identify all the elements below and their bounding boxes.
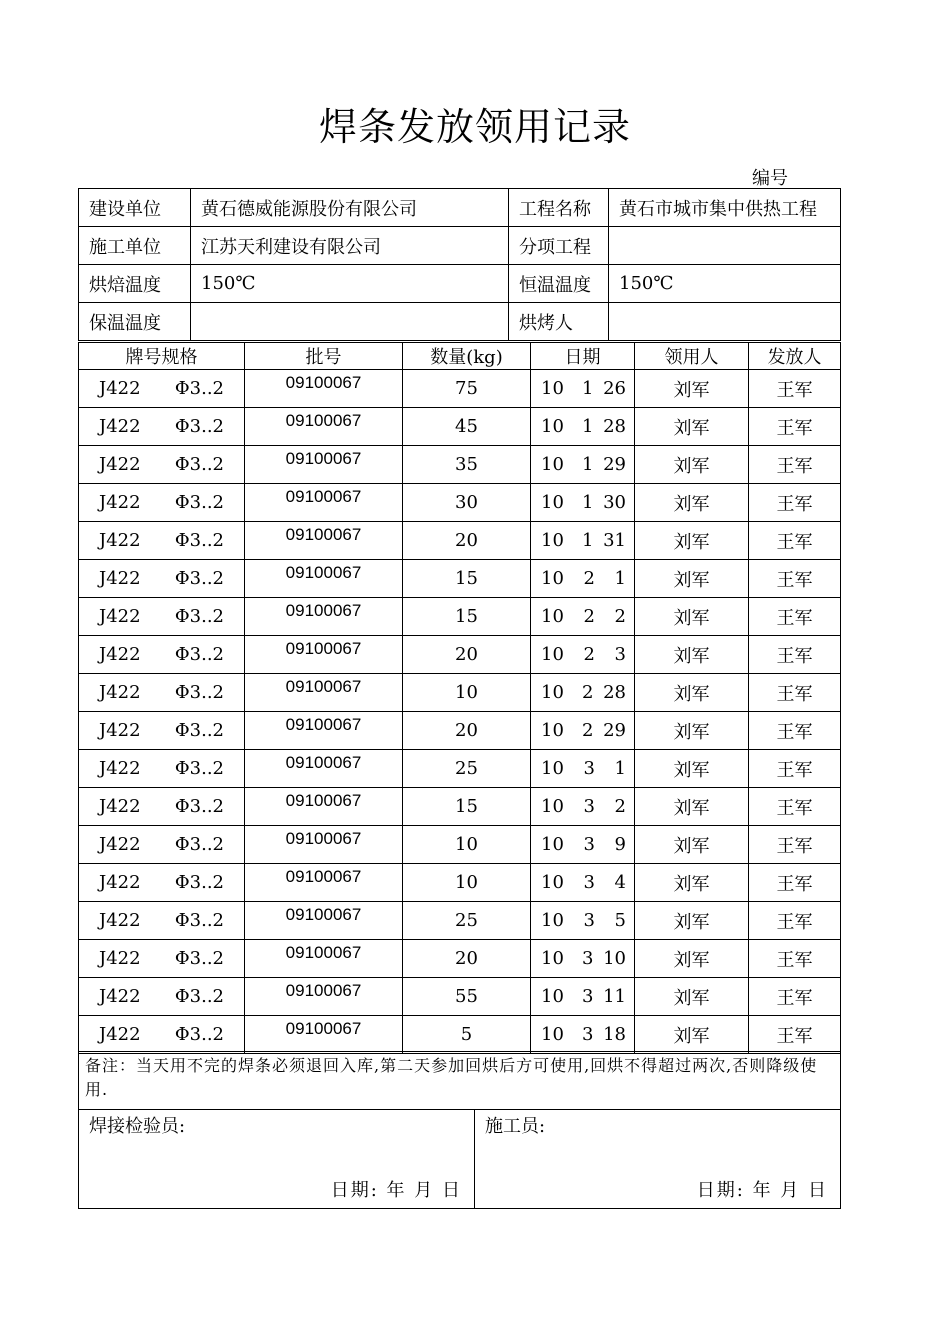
- date-day: 26: [603, 378, 626, 399]
- batch-text: 09100067: [285, 1019, 362, 1038]
- spec-cell: [79, 826, 245, 864]
- sub-project-label: 分项工程: [509, 227, 609, 265]
- note-row: [79, 1052, 841, 1110]
- diameter-text: Φ3..2: [174, 644, 224, 665]
- spec-cell: [79, 484, 245, 522]
- receiver-cell: 刘军: [635, 484, 749, 522]
- date-year: 10: [541, 492, 564, 513]
- date-day: 28: [603, 682, 626, 703]
- bake-temp-label: 烘焙温度: [79, 265, 191, 303]
- diameter-text: Φ3..2: [174, 606, 224, 627]
- issuer-cell: 王军: [749, 446, 841, 484]
- spec-cell: [79, 598, 245, 636]
- issuer-cell: 王军: [749, 522, 841, 560]
- spec-cell: [79, 522, 245, 560]
- date-month: 1: [582, 454, 594, 475]
- date-month: 1: [582, 378, 594, 399]
- date-cell: [531, 674, 635, 712]
- constant-temp-value: 150℃: [609, 265, 841, 303]
- batch-cell: [245, 674, 403, 712]
- date-day: 3: [614, 644, 626, 665]
- grade-text: J422: [99, 872, 141, 893]
- construction-unit-label: 建设单位: [79, 189, 191, 227]
- date-day: 9: [614, 834, 626, 855]
- table-row: [79, 560, 841, 598]
- table-row: [79, 636, 841, 674]
- diameter-text: Φ3..2: [174, 416, 224, 437]
- date-month: 3: [582, 1024, 594, 1045]
- date-year: 10: [541, 948, 564, 969]
- table-row: [79, 826, 841, 864]
- hold-temp-value: [191, 303, 509, 341]
- receiver-cell: 刘军: [635, 826, 749, 864]
- receiver-cell: 刘军: [635, 788, 749, 826]
- issuer-cell: 王军: [749, 674, 841, 712]
- grade-text: J422: [99, 644, 141, 665]
- date-month: 1: [582, 530, 594, 551]
- baker-value: [609, 303, 841, 341]
- records-table: [78, 342, 841, 1054]
- date-day: 11: [603, 986, 626, 1007]
- batch-text: 09100067: [285, 373, 362, 392]
- issuer-cell: 王军: [749, 978, 841, 1016]
- header-date: 日期: [531, 343, 635, 370]
- date-month: 3: [583, 796, 595, 817]
- date-day: 2: [614, 796, 626, 817]
- diameter-text: Φ3..2: [174, 910, 224, 931]
- info-row: [79, 189, 841, 227]
- constant-temp-label: 恒温温度: [509, 265, 609, 303]
- date-day: 5: [614, 910, 626, 931]
- diameter-text: Φ3..2: [174, 872, 224, 893]
- issuer-cell: 王军: [749, 826, 841, 864]
- batch-cell: [245, 598, 403, 636]
- date-month: 2: [583, 644, 595, 665]
- diameter-text: Φ3..2: [174, 948, 224, 969]
- grade-text: J422: [99, 454, 141, 475]
- date-year: 10: [541, 454, 564, 475]
- bake-temp-value: 150℃: [191, 265, 509, 303]
- table-row: [79, 712, 841, 750]
- builder-value: 江苏天利建设有限公司: [191, 227, 509, 265]
- receiver-cell: 刘军: [635, 522, 749, 560]
- header-spec: 牌号规格: [79, 343, 245, 370]
- qty-cell: 25: [403, 902, 531, 940]
- grade-text: J422: [99, 682, 141, 703]
- batch-text: 09100067: [285, 943, 362, 962]
- date-year: 10: [541, 872, 564, 893]
- date-year: 10: [541, 834, 564, 855]
- date-year: 10: [541, 758, 564, 779]
- date-cell: [531, 940, 635, 978]
- qty-cell: 10: [403, 864, 531, 902]
- batch-text: 09100067: [285, 601, 362, 620]
- spec-cell: [79, 978, 245, 1016]
- issuer-cell: 王军: [749, 598, 841, 636]
- batch-cell: [245, 902, 403, 940]
- date-year: 10: [541, 720, 564, 741]
- date-year: 10: [541, 606, 564, 627]
- qty-cell: 75: [403, 370, 531, 408]
- date-cell: [531, 788, 635, 826]
- grade-text: J422: [99, 796, 141, 817]
- diameter-text: Φ3..2: [174, 378, 224, 399]
- batch-text: 09100067: [285, 563, 362, 582]
- batch-cell: [245, 408, 403, 446]
- diameter-text: Φ3..2: [174, 682, 224, 703]
- spec-cell: [79, 902, 245, 940]
- inspector-signature-cell: [79, 1110, 475, 1209]
- table-row: [79, 750, 841, 788]
- grade-text: J422: [99, 1024, 141, 1045]
- header-receiver: 领用人: [635, 343, 749, 370]
- date-day: 1: [614, 568, 626, 589]
- issuer-cell: 王军: [749, 940, 841, 978]
- diameter-text: Φ3..2: [174, 720, 224, 741]
- date-day: 29: [603, 454, 626, 475]
- date-day: 28: [603, 416, 626, 437]
- spec-cell: [79, 408, 245, 446]
- issuer-cell: 王军: [749, 750, 841, 788]
- issuer-cell: 王军: [749, 636, 841, 674]
- batch-cell: [245, 712, 403, 750]
- table-header-row: [79, 343, 841, 370]
- date-cell: [531, 408, 635, 446]
- issuer-cell: 王军: [749, 484, 841, 522]
- date-cell: [531, 864, 635, 902]
- spec-cell: [79, 1016, 245, 1054]
- grade-text: J422: [99, 378, 141, 399]
- qty-cell: 5: [403, 1016, 531, 1054]
- table-row: [79, 484, 841, 522]
- receiver-cell: 刘军: [635, 370, 749, 408]
- receiver-cell: 刘军: [635, 864, 749, 902]
- batch-cell: [245, 484, 403, 522]
- inspector-date: 日期: 年 月 日: [330, 1180, 462, 1201]
- date-cell: [531, 446, 635, 484]
- receiver-cell: 刘军: [635, 408, 749, 446]
- spec-cell: [79, 864, 245, 902]
- date-cell: [531, 484, 635, 522]
- table-row: [79, 1016, 841, 1054]
- batch-text: 09100067: [285, 639, 362, 658]
- worker-label: 施工员:: [485, 1116, 546, 1137]
- project-name-value: 黄石市城市集中供热工程: [609, 189, 841, 227]
- page-title: 焊条发放领用记录: [318, 105, 631, 149]
- date-day: 2: [614, 606, 626, 627]
- date-year: 10: [541, 986, 564, 1007]
- table-row: [79, 940, 841, 978]
- issuer-cell: 王军: [749, 1016, 841, 1054]
- issuer-cell: 王军: [749, 370, 841, 408]
- date-cell: [531, 826, 635, 864]
- date-cell: [531, 522, 635, 560]
- date-year: 10: [541, 1024, 564, 1045]
- date-day: 1: [614, 758, 626, 779]
- qty-cell: 35: [403, 446, 531, 484]
- qty-cell: 15: [403, 598, 531, 636]
- qty-cell: 15: [403, 788, 531, 826]
- date-month: 3: [583, 758, 595, 779]
- spec-cell: [79, 560, 245, 598]
- date-day: 30: [603, 492, 626, 513]
- spec-cell: [79, 446, 245, 484]
- grade-text: J422: [99, 948, 141, 969]
- date-month: 2: [582, 682, 594, 703]
- date-cell: [531, 598, 635, 636]
- qty-cell: 20: [403, 636, 531, 674]
- date-month: 2: [583, 568, 595, 589]
- issuer-cell: 王军: [749, 560, 841, 598]
- date-cell: [531, 370, 635, 408]
- qty-cell: 20: [403, 712, 531, 750]
- hold-temp-label: 保温温度: [79, 303, 191, 341]
- diameter-text: Φ3..2: [174, 796, 224, 817]
- batch-text: 09100067: [285, 867, 362, 886]
- date-year: 10: [541, 530, 564, 551]
- spec-cell: [79, 636, 245, 674]
- batch-text: 09100067: [285, 677, 362, 696]
- qty-cell: 20: [403, 940, 531, 978]
- grade-text: J422: [99, 606, 141, 627]
- project-info-table: [78, 188, 841, 341]
- grade-text: J422: [99, 910, 141, 931]
- issuer-cell: 王军: [749, 408, 841, 446]
- diameter-text: Φ3..2: [174, 568, 224, 589]
- spec-cell: [79, 712, 245, 750]
- date-day: 10: [603, 948, 626, 969]
- serial-number-label: 编号: [752, 168, 788, 189]
- construction-unit-value: 黄石德威能源股份有限公司: [191, 189, 509, 227]
- batch-text: 09100067: [285, 829, 362, 848]
- spec-cell: [79, 940, 245, 978]
- batch-text: 09100067: [285, 791, 362, 810]
- grade-text: J422: [99, 720, 141, 741]
- diameter-text: Φ3..2: [174, 986, 224, 1007]
- batch-cell: [245, 1016, 403, 1054]
- table-row: [79, 674, 841, 712]
- diameter-text: Φ3..2: [174, 1024, 224, 1045]
- batch-text: 09100067: [285, 753, 362, 772]
- qty-cell: 10: [403, 674, 531, 712]
- inspector-label: 焊接检验员:: [89, 1116, 186, 1137]
- table-row: [79, 598, 841, 636]
- receiver-cell: 刘军: [635, 560, 749, 598]
- batch-cell: [245, 560, 403, 598]
- date-month: 3: [582, 948, 594, 969]
- table-row: [79, 370, 841, 408]
- date-month: 3: [583, 872, 595, 893]
- batch-cell: [245, 978, 403, 1016]
- baker-label: 烘烤人: [509, 303, 609, 341]
- batch-text: 09100067: [285, 487, 362, 506]
- issuer-cell: 王军: [749, 788, 841, 826]
- grade-text: J422: [99, 834, 141, 855]
- table-row: [79, 446, 841, 484]
- batch-text: 09100067: [285, 715, 362, 734]
- table-row: [79, 902, 841, 940]
- date-cell: [531, 978, 635, 1016]
- grade-text: J422: [99, 492, 141, 513]
- header-issuer: 发放人: [749, 343, 841, 370]
- header-batch: 批号: [245, 343, 403, 370]
- date-day: 31: [603, 530, 626, 551]
- batch-cell: [245, 940, 403, 978]
- diameter-text: Φ3..2: [174, 530, 224, 551]
- date-cell: [531, 712, 635, 750]
- batch-cell: [245, 864, 403, 902]
- date-year: 10: [541, 644, 564, 665]
- signature-row: [79, 1110, 841, 1209]
- spec-cell: [79, 674, 245, 712]
- footer-table: [78, 1051, 841, 1209]
- receiver-cell: 刘军: [635, 978, 749, 1016]
- batch-cell: [245, 636, 403, 674]
- batch-text: 09100067: [285, 525, 362, 544]
- remarks-note: 备注：当天用不完的焊条必须退回入库,第二天参加回烘后方可使用,回烘不得超过两次,否则降级使用.: [79, 1052, 841, 1110]
- grade-text: J422: [99, 568, 141, 589]
- batch-text: 09100067: [285, 449, 362, 468]
- qty-cell: 10: [403, 826, 531, 864]
- qty-cell: 15: [403, 560, 531, 598]
- worker-date: 日期: 年 月 日: [696, 1180, 829, 1201]
- date-month: 1: [582, 492, 594, 513]
- info-row: [79, 265, 841, 303]
- diameter-text: Φ3..2: [174, 454, 224, 475]
- date-year: 10: [541, 378, 564, 399]
- header-qty: 数量(kg): [403, 343, 531, 370]
- date-month: 3: [582, 986, 594, 1007]
- date-cell: [531, 1016, 635, 1054]
- date-month: 1: [582, 416, 594, 437]
- grade-text: J422: [99, 758, 141, 779]
- receiver-cell: 刘军: [635, 446, 749, 484]
- diameter-text: Φ3..2: [174, 492, 224, 513]
- date-month: 2: [582, 720, 594, 741]
- batch-cell: [245, 446, 403, 484]
- date-year: 10: [541, 910, 564, 931]
- worker-signature-cell: [475, 1110, 841, 1209]
- grade-text: J422: [99, 416, 141, 437]
- table-row: [79, 788, 841, 826]
- date-year: 10: [541, 416, 564, 437]
- table-row: [79, 408, 841, 446]
- batch-cell: [245, 370, 403, 408]
- batch-cell: [245, 750, 403, 788]
- receiver-cell: 刘军: [635, 636, 749, 674]
- info-row: [79, 303, 841, 341]
- batch-cell: [245, 522, 403, 560]
- records-body: [79, 370, 841, 1054]
- receiver-cell: 刘军: [635, 598, 749, 636]
- spec-cell: [79, 370, 245, 408]
- sub-project-value: [609, 227, 841, 265]
- table-row: [79, 978, 841, 1016]
- qty-cell: 45: [403, 408, 531, 446]
- date-day: 4: [614, 872, 626, 893]
- grade-text: J422: [99, 530, 141, 551]
- batch-text: 09100067: [285, 411, 362, 430]
- qty-cell: 20: [403, 522, 531, 560]
- batch-cell: [245, 788, 403, 826]
- date-year: 10: [541, 568, 564, 589]
- qty-cell: 55: [403, 978, 531, 1016]
- project-name-label: 工程名称: [509, 189, 609, 227]
- date-cell: [531, 902, 635, 940]
- spec-cell: [79, 750, 245, 788]
- batch-text: 09100067: [285, 905, 362, 924]
- date-month: 3: [583, 834, 595, 855]
- batch-text: 09100067: [285, 981, 362, 1000]
- date-cell: [531, 750, 635, 788]
- qty-cell: 30: [403, 484, 531, 522]
- issuer-cell: 王军: [749, 902, 841, 940]
- date-cell: [531, 560, 635, 598]
- table-row: [79, 522, 841, 560]
- receiver-cell: 刘军: [635, 940, 749, 978]
- receiver-cell: 刘军: [635, 902, 749, 940]
- spec-cell: [79, 788, 245, 826]
- receiver-cell: 刘军: [635, 1016, 749, 1054]
- info-row: [79, 227, 841, 265]
- date-year: 10: [541, 796, 564, 817]
- diameter-text: Φ3..2: [174, 758, 224, 779]
- date-cell: [531, 636, 635, 674]
- receiver-cell: 刘军: [635, 750, 749, 788]
- issuer-cell: 王军: [749, 864, 841, 902]
- receiver-cell: 刘军: [635, 674, 749, 712]
- receiver-cell: 刘军: [635, 712, 749, 750]
- builder-label: 施工单位: [79, 227, 191, 265]
- date-month: 2: [583, 606, 595, 627]
- diameter-text: Φ3..2: [174, 834, 224, 855]
- table-row: [79, 864, 841, 902]
- batch-cell: [245, 826, 403, 864]
- grade-text: J422: [99, 986, 141, 1007]
- date-month: 3: [583, 910, 595, 931]
- date-day: 18: [603, 1024, 626, 1045]
- date-day: 29: [603, 720, 626, 741]
- issuer-cell: 王军: [749, 712, 841, 750]
- date-year: 10: [541, 682, 564, 703]
- qty-cell: 25: [403, 750, 531, 788]
